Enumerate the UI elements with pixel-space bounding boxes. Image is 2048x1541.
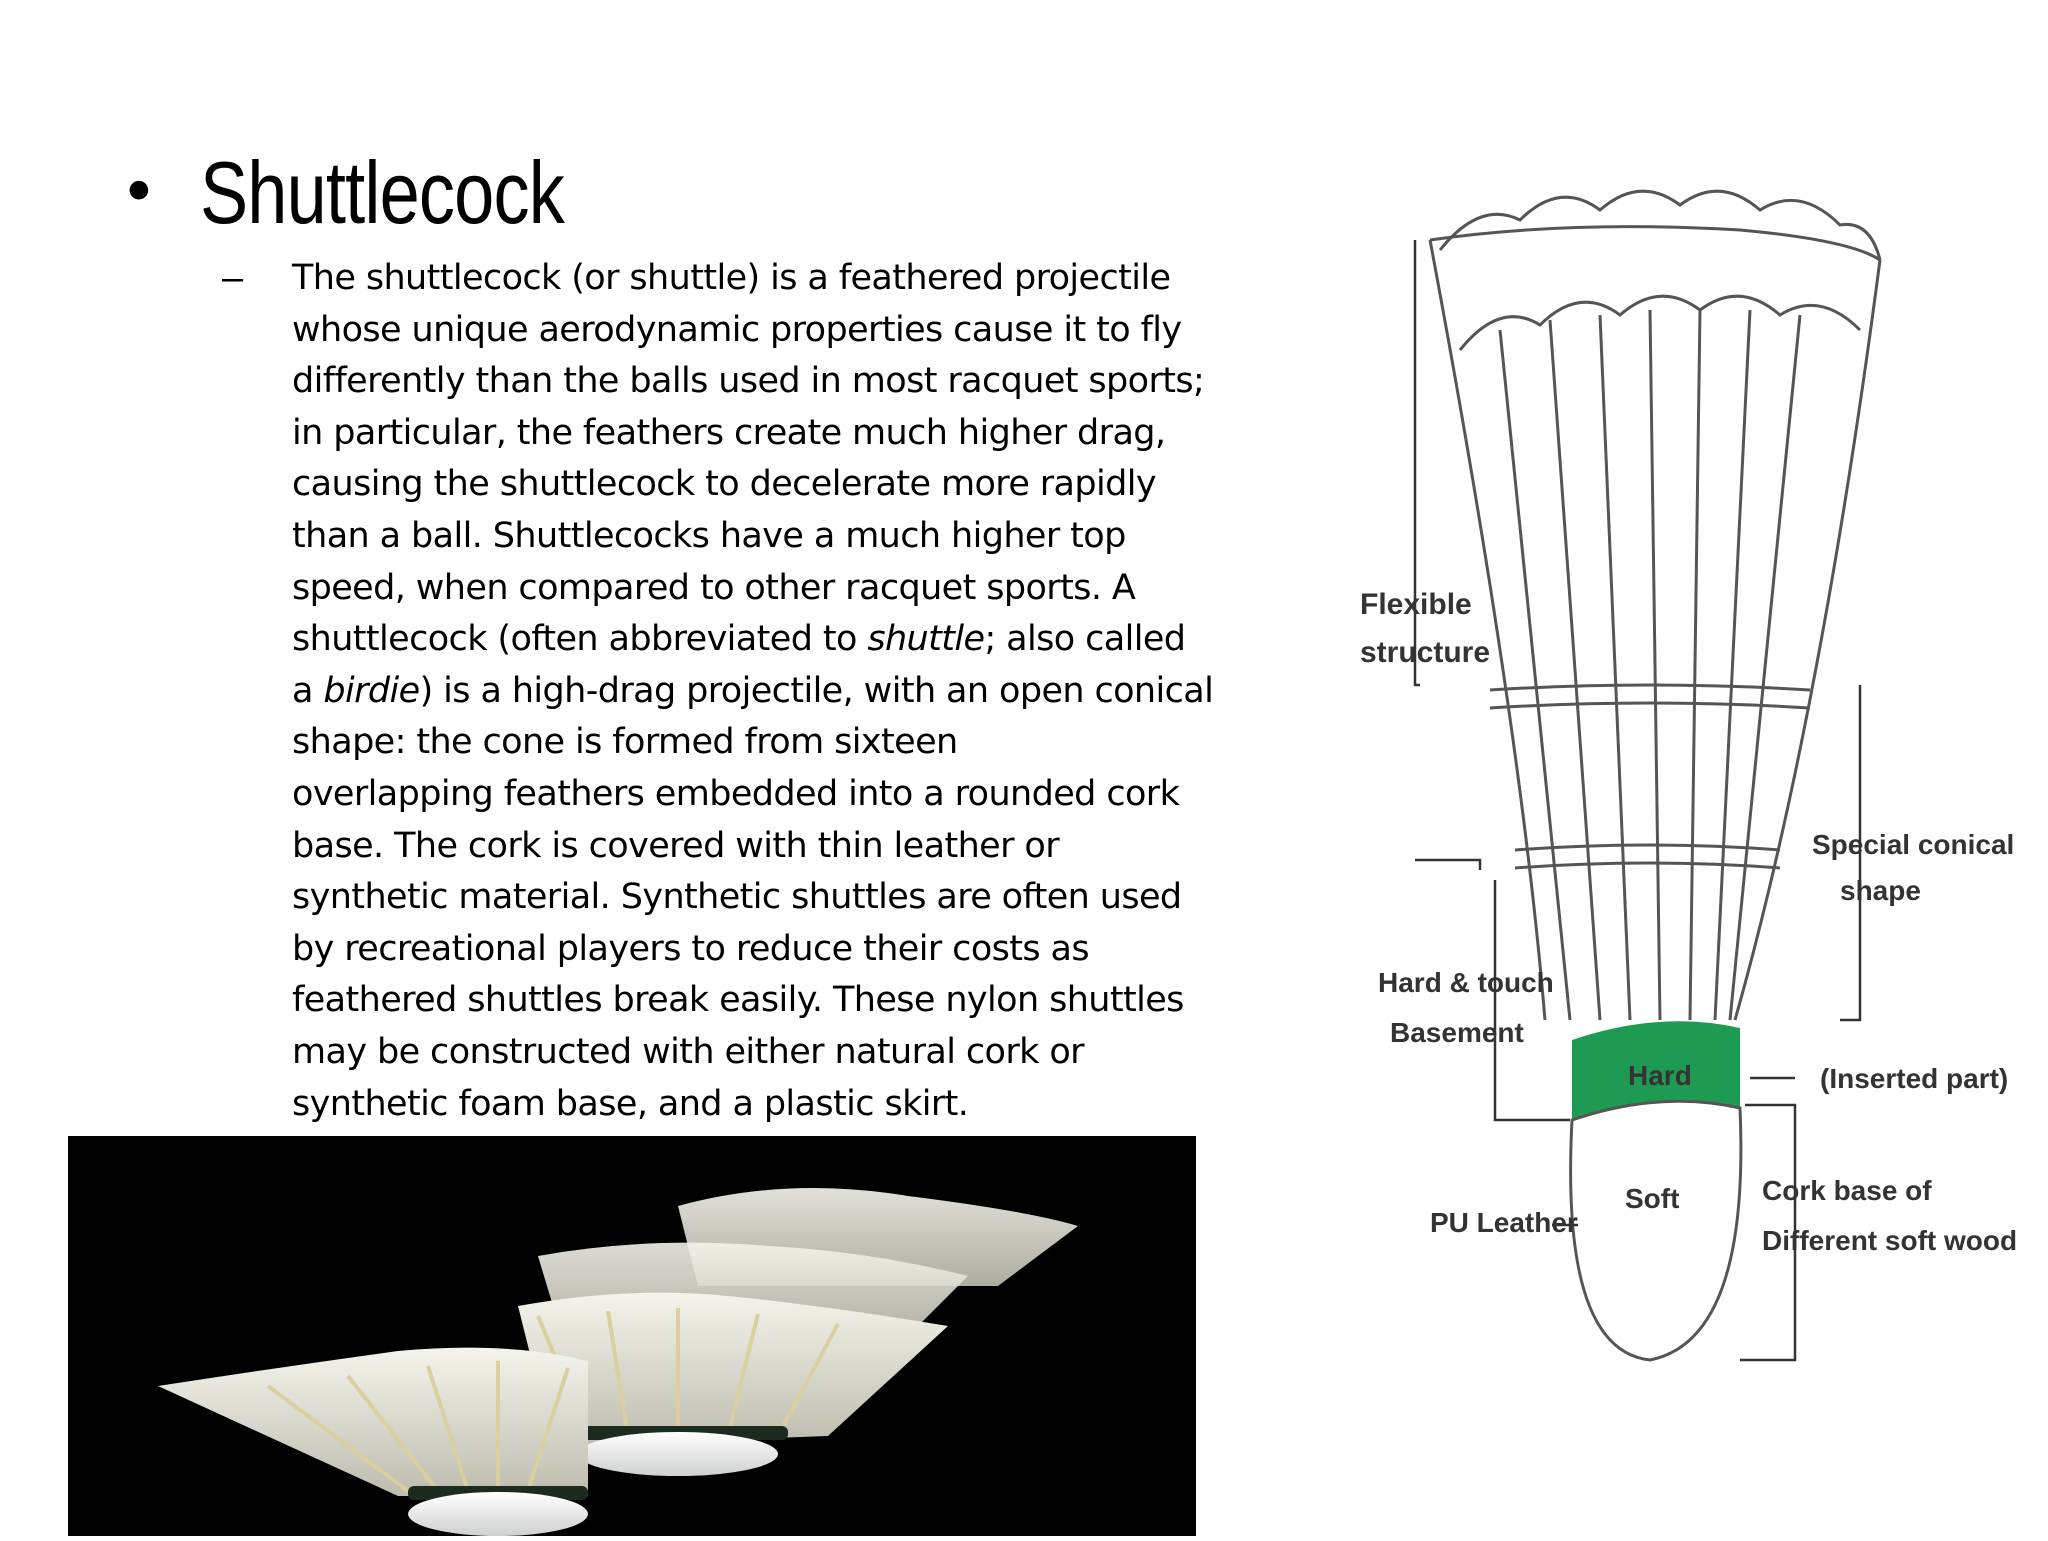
- para-line: shape: the cone is formed from sixteen: [292, 722, 958, 763]
- para-line: synthetic material. Synthetic shuttles are often used: [292, 877, 1182, 918]
- cork-base: [1571, 1101, 1741, 1360]
- body-paragraph: [292, 253, 1252, 1130]
- label-pu-leather: PU Leather: [1430, 1207, 1578, 1238]
- para-line: may be constructed with either natural cork or: [292, 1031, 1084, 1072]
- shuttlecocks-photo: [68, 1136, 1196, 1536]
- title-row: [120, 138, 644, 248]
- para-line: [292, 619, 1185, 659]
- slide-title: Shuttlecock: [200, 143, 565, 242]
- italic-term-birdie: birdie: [323, 670, 420, 711]
- para-text: a: [292, 670, 324, 711]
- label-special-2: shape: [1840, 875, 1921, 906]
- italic-term-shuttle: shuttle: [867, 619, 985, 660]
- shuttle-front: [158, 1348, 588, 1536]
- para-line: [292, 671, 1213, 711]
- label-cork-2: Different soft wood: [1762, 1225, 2018, 1256]
- para-line: feathered shuttles break easily. These nylon shuttles: [292, 980, 1184, 1021]
- label-inserted: (Inserted part): [1820, 1063, 2009, 1094]
- para-line: differently than the balls used in most racquet sports;: [292, 361, 1205, 402]
- label-flexible-2: structure: [1360, 636, 1491, 669]
- para-text: shuttlecock (often abbreviated to: [292, 619, 868, 660]
- para-line: synthetic foam base, and a plastic skirt.: [292, 1083, 969, 1124]
- title-bullet: •: [120, 156, 158, 230]
- label-soft: Soft: [1625, 1183, 1680, 1214]
- shuttlecock-diagram: [1320, 160, 2018, 1380]
- para-line: by recreational players to reduce their costs as: [292, 928, 1090, 969]
- label-special-1: Special conical: [1812, 829, 2015, 860]
- sub-bullet-dash: –: [222, 257, 244, 299]
- para-line: overlapping feathers embedded into a rounded cork: [292, 773, 1180, 814]
- para-line: in particular, the feathers create much higher drag,: [292, 412, 1166, 453]
- para-line: base. The cork is covered with thin leather or: [292, 825, 1060, 866]
- label-hard-touch-2: Basement: [1390, 1017, 1524, 1048]
- para-line: The shuttlecock (or shuttle) is a feathered projectile: [292, 258, 1171, 298]
- shuttlecocks-photo-art: [68, 1136, 1196, 1536]
- label-hard: Hard: [1628, 1060, 1692, 1091]
- para-line: whose unique aerodynamic properties cause it to fly: [292, 309, 1182, 350]
- label-cork-1: Cork base of: [1762, 1175, 1932, 1206]
- para-line: than a ball. Shuttlecocks have a much higher top: [292, 515, 1126, 556]
- para-line: causing the shuttlecock to decelerate more rapidly: [292, 464, 1157, 505]
- para-line: speed, when compared to other racquet sports. A: [292, 567, 1136, 608]
- para-text: ) is a high-drag projectile, with an open conical: [419, 670, 1214, 711]
- para-text: ; also called: [984, 619, 1186, 660]
- label-hard-touch-1: Hard & touch: [1378, 967, 1554, 998]
- label-flexible-1: Flexible: [1360, 588, 1472, 621]
